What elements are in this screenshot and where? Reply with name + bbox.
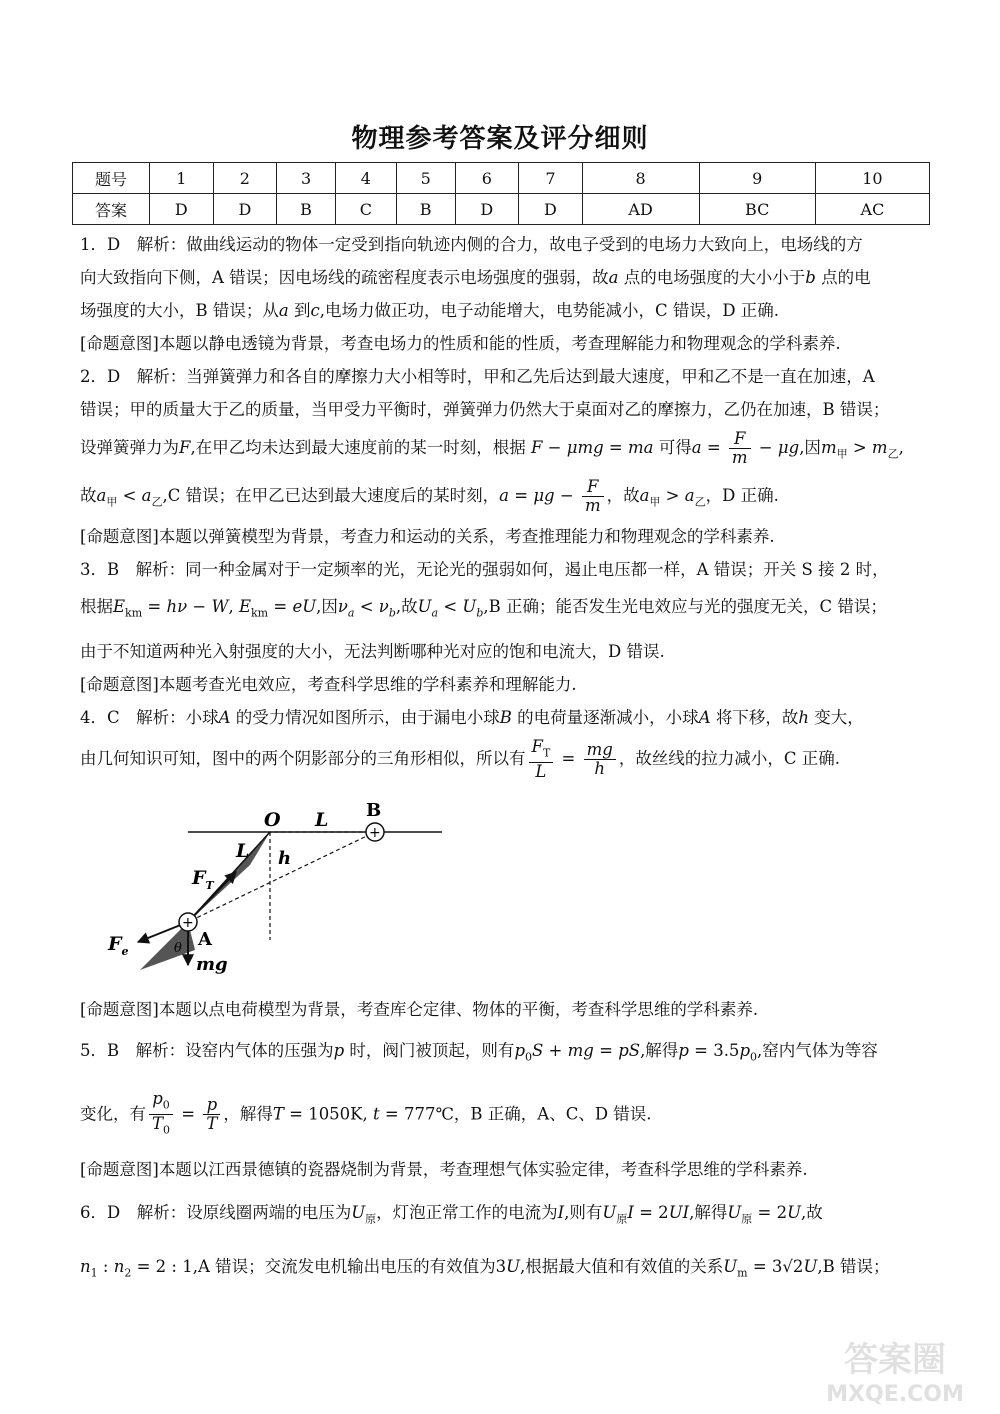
label-b: B xyxy=(366,800,382,821)
table-cell: 2 xyxy=(213,163,277,194)
q3-line-3: 由于不知道两种光入射强度的大小，无法判断哪种光对应的饱和电流大，D 错误. xyxy=(80,642,665,661)
table-cell: AD xyxy=(582,194,699,225)
q4-line-2: 由几何知识可知，图中的两个阴影部分的三角形相似，所以有 $\frac{F_T}{L}$ = $\frac{mg}{h}$ ，故丝线的拉力减小，C 正确. xyxy=(80,738,840,780)
table-cell: 7 xyxy=(519,163,583,194)
q2-line-2: 错误；甲的质量大于乙的质量，当甲受力平衡时，弹簧弹力仍然大于桌面对乙的摩擦力，乙仍在加速，B 错误； xyxy=(80,400,890,419)
table-cell: D xyxy=(213,194,277,225)
table-cell: C xyxy=(335,194,396,225)
watermark-logo-text: 答案圈 xyxy=(844,1340,946,1380)
watermark-url: MXQE.COM xyxy=(826,1382,964,1407)
q3-line-2: 根据$E_{km} = h\nu - W$, $E_{km}$ = eU,因$\nu_a < \nu_b$,故$U_a < U_b,B$ 正确；能否发生光电效应与光的强度无关，C 错误； xyxy=(80,597,887,620)
svg-text:+: + xyxy=(182,915,194,931)
table-cell: 9 xyxy=(699,163,815,194)
q3-line-1: 3．B 解析：同一种金属对于一定频率的光，无论光的强弱如何，遏止电压都一样，A 错误；开关 S 接 2 时， xyxy=(80,560,889,579)
q2-intent: [命题意图]本题以弹簧模型为背景，考查力和运动的关系，考查推理能力和物理观念的学科素养. xyxy=(80,527,775,546)
table-cell: 1 xyxy=(150,163,214,194)
table-cell: 3 xyxy=(277,163,336,194)
table-cell: D xyxy=(455,194,519,225)
q1-line-2: 向大致指向下侧，A 错误；因电场线的疏密程度表示电场强度的强弱，故a 点的电场强度的大小小于b 点的电 xyxy=(80,268,871,287)
q4-intent: [命题意图]本题以点电荷模型为背景，考查库仑定律、物体的平衡，考查科学思维的学科素养. xyxy=(80,1000,759,1019)
table-cell: B xyxy=(396,194,455,225)
dashed-line-ab xyxy=(188,832,375,922)
watermark xyxy=(800,1340,990,1414)
q6-line-2: $n_1$ : $n_2 = 2$ : 1,A 错误；交流发电机输出电压的有效值为3U,根据最大值和有效值的关系$U_m = 3√2U,B$ 错误； xyxy=(80,1257,890,1280)
table-cell: D xyxy=(150,194,214,225)
label-l-top: L xyxy=(315,809,329,831)
table-row xyxy=(73,194,930,225)
table-cell: 10 xyxy=(815,163,929,194)
table-cell: 4 xyxy=(335,163,396,194)
q6-line-1: 6．D 解析：设原线圈两端的电压为$U_原$，灯泡正常工作的电流为I,则有$U_原I = 2UI$,解得$U_原 = 2U$,故 xyxy=(80,1203,823,1226)
table-cell: B xyxy=(277,194,336,225)
label-mg: mg xyxy=(196,954,228,975)
q1-intent: [命题意图]本题以静电透镜为背景，考查电场力的性质和能的性质，考查理解能力和物理观念的学科素养. xyxy=(80,334,841,353)
q2-line-1: 2．D 解析：当弹簧弹力和各自的摩擦力大小相等时，甲和乙先后达到最大速度，甲和乙不是一直在加速，A xyxy=(80,367,875,386)
label-theta-upper: θ xyxy=(251,868,261,886)
label-ft: $F_T$ xyxy=(192,867,214,892)
table-cell: 8 xyxy=(582,163,699,194)
label-a: A xyxy=(198,929,212,950)
q1-line-1: 1．D 解析：做曲线运动的物体一定受到指向轨迹内侧的合力，故电子受到的电场力大致向上，电场线的方 xyxy=(80,235,863,254)
label-l-side: L xyxy=(236,840,250,862)
table-header-cell: 答案 xyxy=(73,194,150,225)
table-cell: 5 xyxy=(396,163,455,194)
svg-text:+: + xyxy=(369,825,381,841)
q2-line-3: 设弹簧弹力为F,在甲乙均未达到最大速度前的某一时刻，根据 F − μmg = ma 可得a = $\frac{F}{m}$ − μg,因$m_甲 > m_乙$, xyxy=(80,429,904,467)
table-cell: AC xyxy=(815,194,929,225)
table-row xyxy=(73,163,930,194)
label-theta-lower: θ xyxy=(174,941,182,956)
q3-intent: [命题意图]本题考查光电效应，考查科学思维的学科素养和理解能力. xyxy=(80,675,577,694)
table-cell: BC xyxy=(699,194,815,225)
table-cell: 6 xyxy=(455,163,519,194)
q1-line-3: 场强度的大小，B 错误；从a 到c,电场力做正功，电子动能增大，电势能减小，C 错误，D 正确. xyxy=(80,301,780,320)
label-o: O xyxy=(264,809,281,831)
q5-line-1: 5．B 解析：设窑内气体的压强为p 时，阀门被顶起，则有$p_0S$ + mg = pS,解得$p = 3.5p_0$,窑内气体为等容 xyxy=(80,1041,878,1064)
q5-line-2: 变化，有 $\frac{p_0}{T_0}$ = $\frac{p}{T}$ ，解得T = 1050K, t = 777℃，B 正确，A、C、D 错误. xyxy=(80,1090,652,1136)
label-h: h xyxy=(278,848,292,869)
q2-line-4: 故$a_甲 < a_乙,C$ 错误；在甲乙已达到最大速度后的某时刻，a = μg − $\frac{F}{m}$ ，故$a_甲 > a_乙$，D 正确. xyxy=(80,477,779,515)
q4-line-1: 4．C 解析：小球A 的受力情况如图所示，由于漏电小球B 的电荷量逐渐减小，小球A 将下移，故h 变大， xyxy=(80,708,864,727)
table-cell: D xyxy=(519,194,583,225)
label-fe: $F_e$ xyxy=(108,933,129,958)
table-header-cell: 题号 xyxy=(73,163,150,194)
q5-intent: [命题意图]本题以江西景德镇的瓷器烧制为背景，考查理想气体实验定律，考查科学思维的学科素养. xyxy=(80,1160,808,1179)
answer-table xyxy=(72,162,930,225)
force-diagram xyxy=(100,800,460,990)
page-title: 物理参考答案及评分细则 xyxy=(351,124,649,154)
